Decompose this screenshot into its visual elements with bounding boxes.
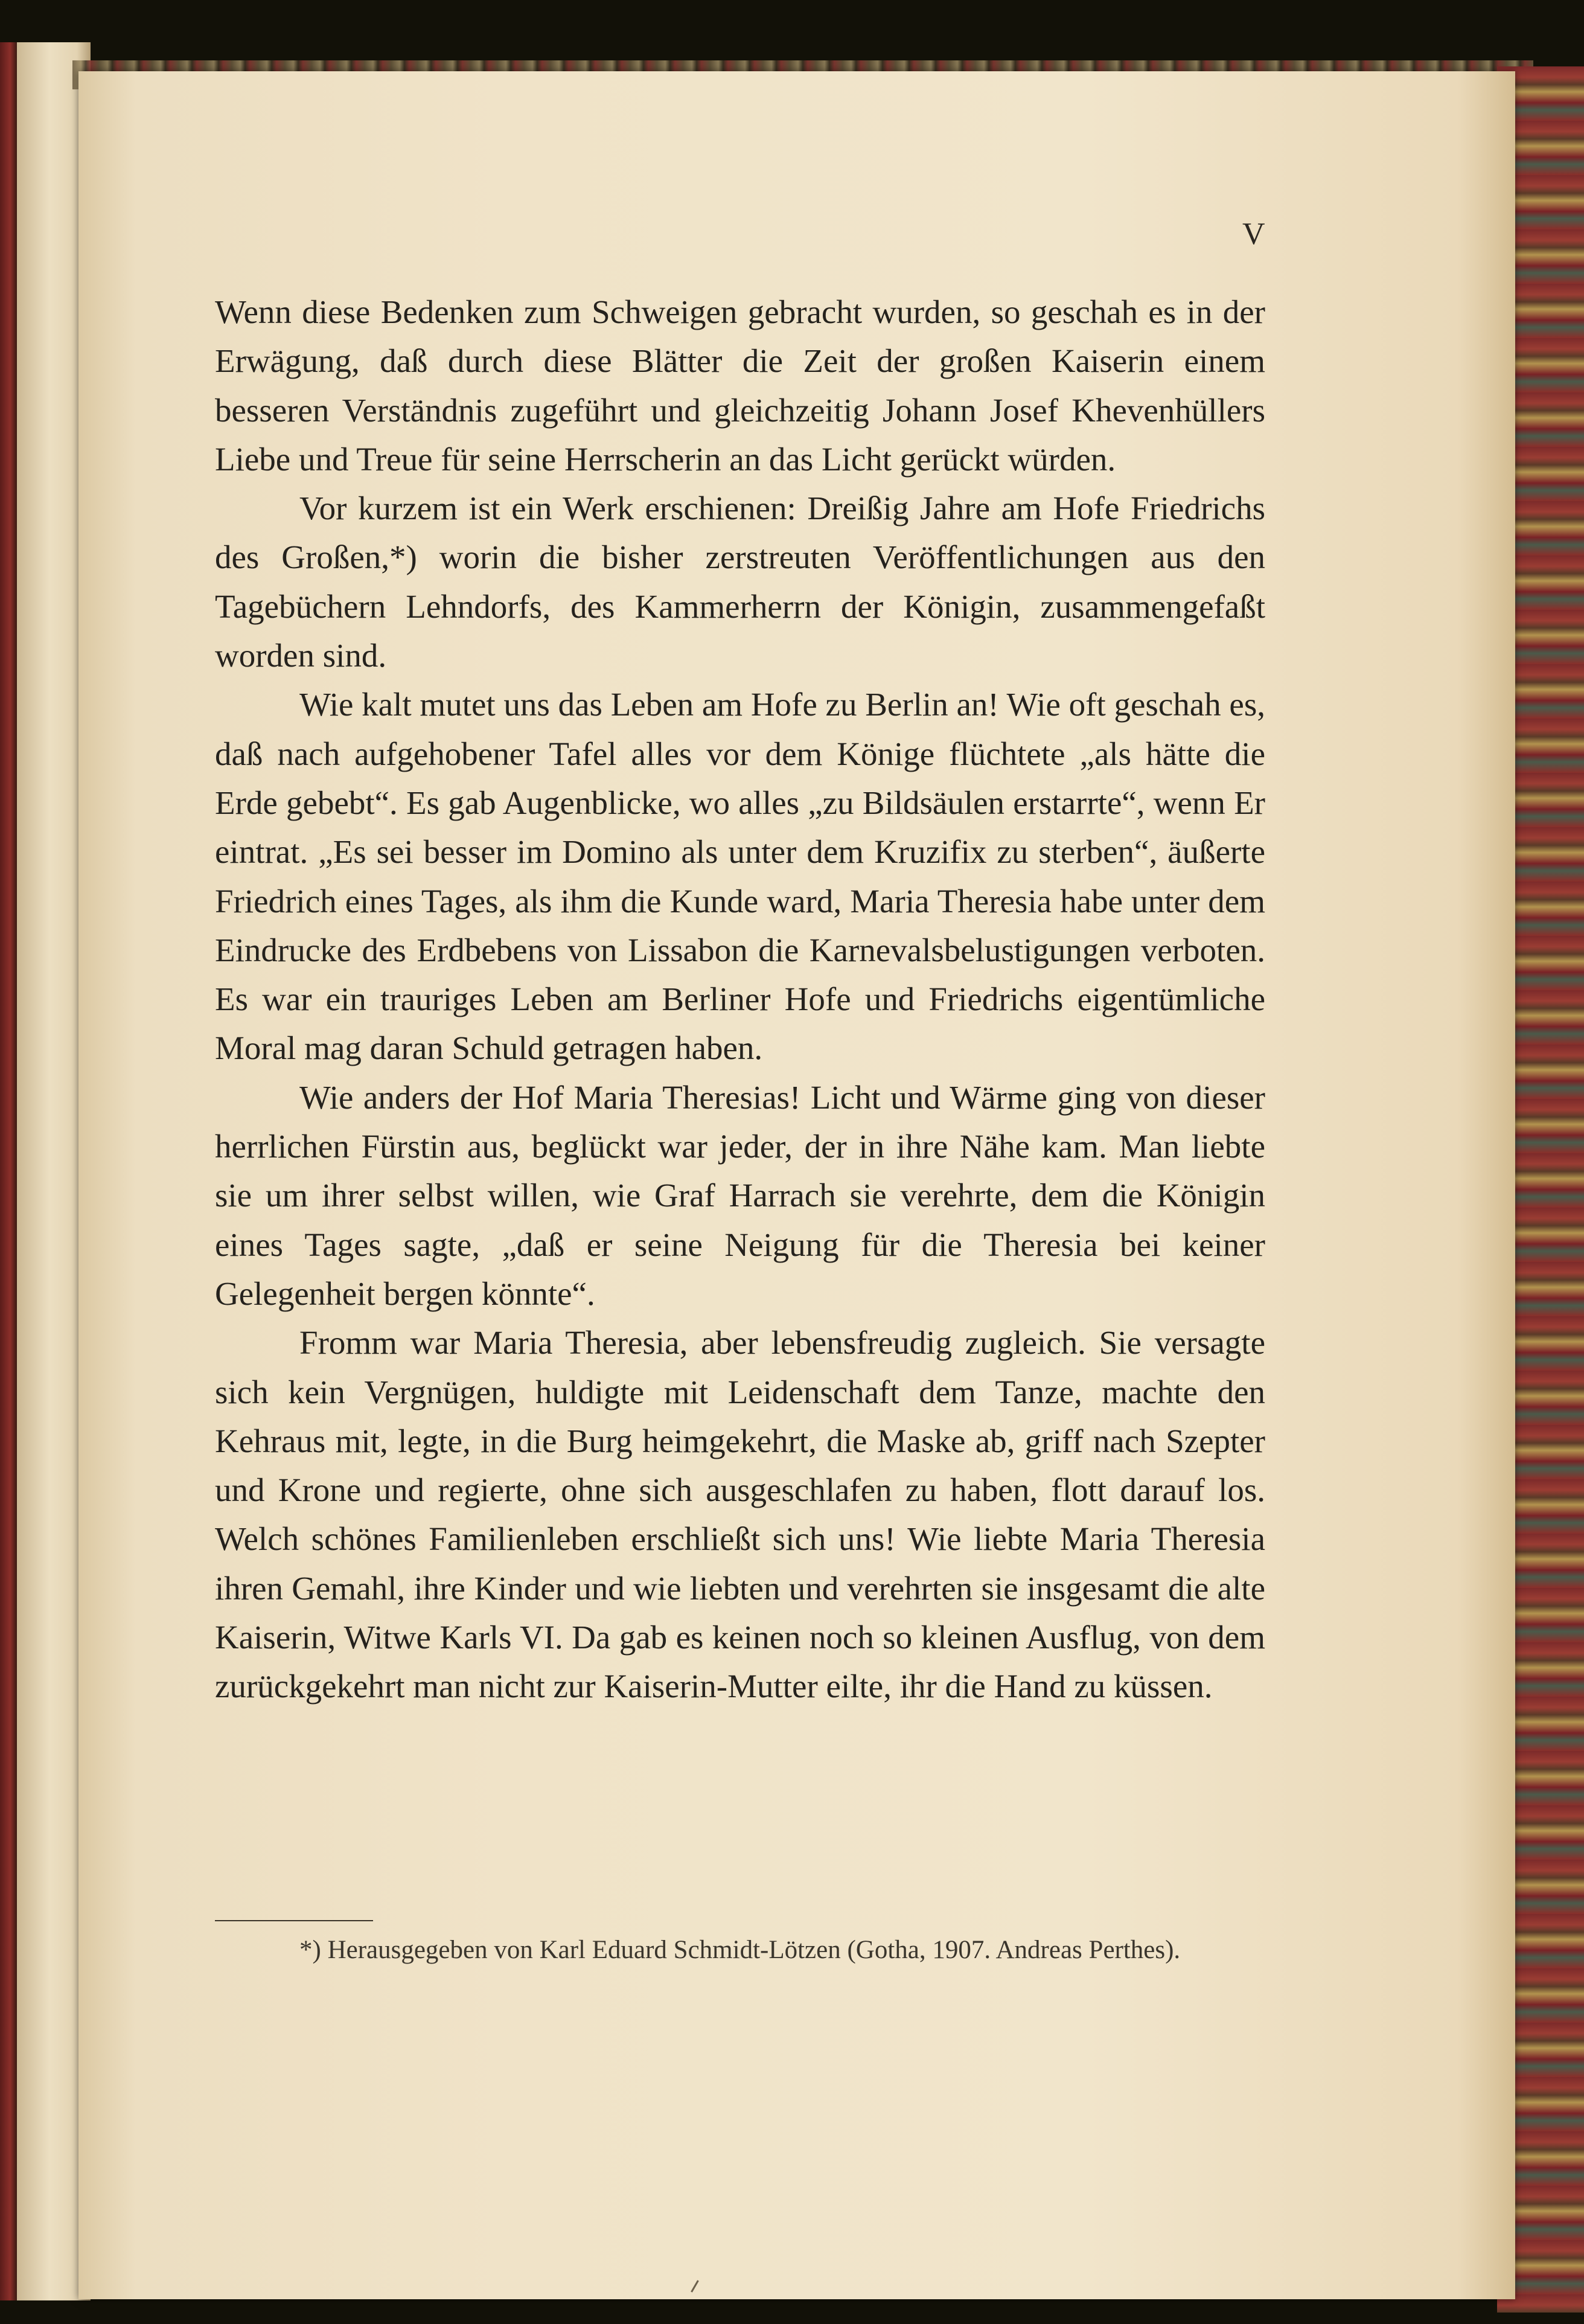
paragraph: Wie kalt mutet uns das Leben am Hofe zu Berlin an! Wie oft geschah es, daß nach aufgehobener Tafel alles vor dem Könige flüchtete „als hätte die Erde gebebt“. Es gab Augenblicke, wo alles „zu Bildsäulen erstarrte“, wenn Er eintrat. „Es sei besser im Domino als unter dem Kruzifix zu sterben“, äußerte Friedrich eines Tages, als ihm die Kunde ward, Maria Theresia habe unter dem Eindrucke des Erdbebens von Lissabon die Karnevalsbelustigungen verboten. Es war ein trauriges Leben am Berliner Hofe und Friedrichs eigentümliche Moral mag daran Schuld getragen haben. (215, 686, 1265, 1067)
body-text (215, 287, 1265, 1711)
page-number: V (1242, 217, 1266, 251)
paragraph: Vor kurzem ist ein Werk erschienen: Dreißig Jahre am Hofe Friedrichs des Großen,*) worin die bisher zerstreuten Veröffentlichungen aus den Tagebüchern Lehndorfs, des Kammerherrn der Königin, zusammengefaßt worden sind. (215, 490, 1265, 674)
footnote-divider (215, 1920, 373, 1921)
left-cover-edge (0, 42, 17, 2300)
footnote: *) Herausgegeben von Karl Eduard Schmidt-Lötzen (Gotha, 1907. Andreas Perthes). (299, 1936, 1181, 1964)
paragraph: Wie anders der Hof Maria Theresias! Licht und Wärme ging von dieser herrlichen Fürstin aus, beglückt war jeder, der in ihre Nähe kam. Man liebte sie um ihrer selbst willen, wie Graf Harrach sie verehrte, dem die Königin eines Tages sagte, „daß er seine Neigung für die Theresia bei keiner Gelegenheit bergen könnte“. (215, 1078, 1265, 1312)
paragraph: Wenn diese Bedenken zum Schweigen gebracht wurden, so geschah es in der Erwägung, daß durch diese Blätter die Zeit der großen Kaiserin einem besseren Verständnis zugeführt und gleichzeitig Johann Josef Khevenhüllers Liebe und Treue für seine Herrscherin an das Licht gerückt würden. (215, 293, 1265, 478)
paragraph: Fromm war Maria Theresia, aber lebensfreudig zugleich. Sie versagte sich kein Vergnügen, huldigte mit Leidenschaft dem Tanze, machte den Kehraus mit, legte, in die Burg heimgekehrt, die Maske ab, griff nach Szepter und Krone und regierte, ohne sich ausgeschlafen zu haben, flott darauf los. Welch schönes Familienleben erschließt sich uns! Wie liebte Maria Theresia ihren Gemahl, ihre Kinder und wie liebten und verehrten sie insgesamt die alte Kaiserin, Witwe Karls VI. Da gab es keinen noch so kleinen Ausflug, von dem zurückgekehrt man nicht zur Kaiserin-Mutter eilte, ihr die Hand zu küssen. (215, 1324, 1265, 1705)
